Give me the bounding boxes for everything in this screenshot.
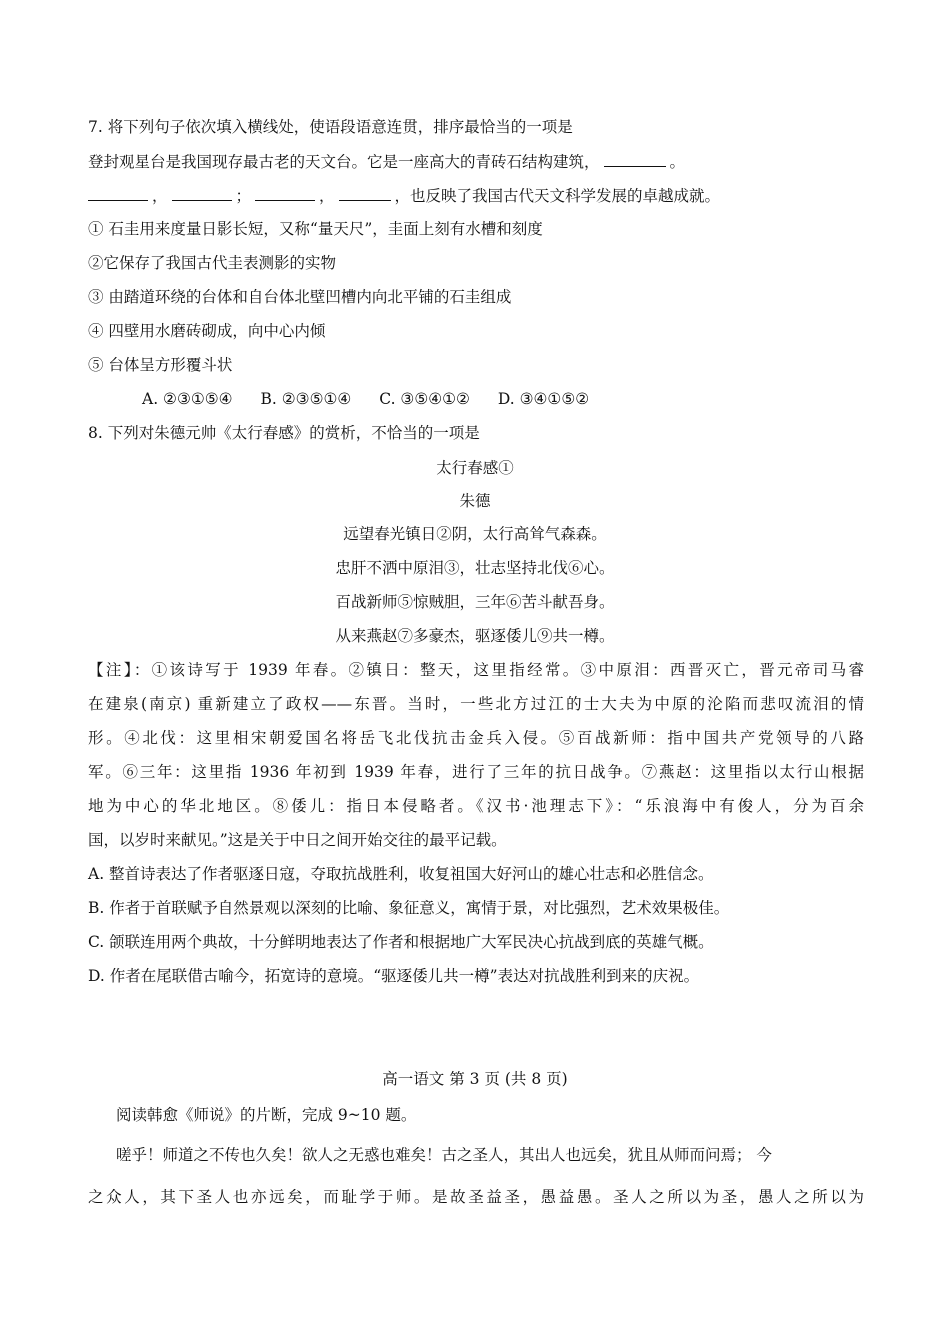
reading-intro: 阅读韩愈《师说》的片断，完成 9~10 题。 (116, 1106, 417, 1124)
sep: ， (152, 187, 168, 205)
sep: ； (235, 187, 252, 205)
poem-line-4: 从来燕赵⑦多豪杰，驱逐倭儿⑨共一樽。 (335, 627, 615, 645)
page-footer: 高一语文 第 3 页 (共 8 页) (382, 1070, 568, 1088)
sep: ， (319, 187, 335, 205)
answer-blank-1 (604, 152, 666, 167)
q7-sentence-4: ④ 四壁用水磨砖砌成，向中心内倾 (88, 322, 326, 340)
answer-blank-4 (255, 186, 315, 201)
q7-sentence-5: ⑤ 台体呈方形覆斗状 (88, 356, 233, 374)
q7-sentence-2: ②它保存了我国古代圭表测影的实物 (88, 254, 337, 272)
q7-stem: 7. 将下列句子依次填入横线处，使语段语意连贯，排序最恰当的一项是 (88, 118, 573, 136)
q7-option-b[interactable]: B. ②③⑤①④ (260, 390, 352, 408)
q7-option-d[interactable]: D. ③④①⑤② (497, 390, 590, 408)
poem-line-2: 忠肝不洒中原泪③，壮志坚持北伐⑥心。 (335, 559, 615, 577)
q8-option-c[interactable]: C. 颌联连用两个典故，十分鲜明地表达了作者和根据地广大军民决心抗战到底的英雄气概。 (88, 933, 714, 951)
q8-stem: 8. 下列对朱德元帅《太行春感》的赏析，不恰当的一项是 (88, 424, 480, 442)
answer-blank-2 (88, 186, 148, 201)
q7-passage-tail: ，也反映了我国古代天文科学发展的卓越成就。 (394, 187, 721, 205)
reading-line-1: 嗟乎！师道之不传也久矣！欲人之无惑也难矣！古之圣人，其出人也远矣，犹且从师而问焉； 今 (116, 1146, 772, 1164)
poem-line-1: 远望春光镇日②阴，太行高耸气森森。 (343, 525, 607, 543)
note-line-6: 国，以岁时来献见。”这是关于中日之间开始交往的最平记载。 (88, 831, 507, 849)
q7-options (142, 389, 617, 409)
q7-option-a[interactable]: A. ②③①⑤④ (142, 390, 233, 408)
note-line-5: 地为中心的华北地区。⑧倭儿：指日本侵略者。《汉书·池理志下》：“乐浪海中有俊人，分为百余 (88, 797, 864, 815)
q7-option-c[interactable]: C. ③⑤④①② (379, 390, 470, 408)
q7-sentence-1: ① 石圭用来度量日影长短，又称“量天尺”，圭面上刻有水槽和刻度 (88, 220, 543, 238)
q7-passage-line-1 (88, 152, 685, 172)
q8-option-d[interactable]: D. 作者在尾联借古喻今，拓宽诗的意境。“驱逐倭儿共一樽”表达对抗战胜利到来的庆祝。 (88, 967, 700, 985)
q8-option-b[interactable]: B. 作者于首联赋予自然景观以深刻的比喻、象征意义，寓情于景，对比强烈，艺术效果极佳。 (88, 899, 730, 917)
q7-sentence-3: ③ 由踏道环绕的台体和自台体北壁凹槽内向北平铺的石圭组成 (88, 288, 512, 306)
q7-passage-line-2 (88, 186, 720, 206)
note-line-1: 【注】：①该诗写于 1939 年春。②镇日：整天，这里指经常。③中原泪：西晋灭亡，晋元帝司马睿 (88, 661, 864, 679)
note-line-2: 在建泉(南京) 重新建立了政权——东晋。当时，一些北方过江的士大夫为中原的沦陷而悲叹流泪的情 (88, 695, 864, 713)
answer-blank-5 (339, 186, 391, 201)
poem-title: 太行春感① (436, 459, 514, 477)
note-line-3: 形。④北伐：这里相宋朝爱国名将岳飞北伐抗击金兵入侵。⑤百战新师：指中国共产党领导的八路 (88, 729, 864, 747)
q8-option-a[interactable]: A. 整首诗表达了作者驱逐日寇，夺取抗战胜利，收复祖国大好河山的雄心壮志和必胜信念。 (88, 865, 714, 883)
reading-line-2: 之众人，其下圣人也亦远矣，而耻学于师。是故圣益圣，愚益愚。圣人之所以为圣，愚人之所以为 (88, 1188, 864, 1206)
answer-blank-3 (172, 186, 232, 201)
poem-line-3: 百战新师⑤惊贼胆，三年⑥苦斗献吾身。 (335, 593, 615, 611)
note-line-4: 军。⑥三年：这里指 1936 年初到 1939 年春，进行了三年的抗日战争。⑦燕赵：这里指以太行山根据 (88, 763, 864, 781)
poem-author: 朱德 (459, 492, 491, 510)
q7-passage-start: 登封观星台是我国现存最古老的天文台。它是一座高大的青砖石结构建筑， (88, 153, 600, 171)
q7-period: 。 (669, 153, 686, 171)
